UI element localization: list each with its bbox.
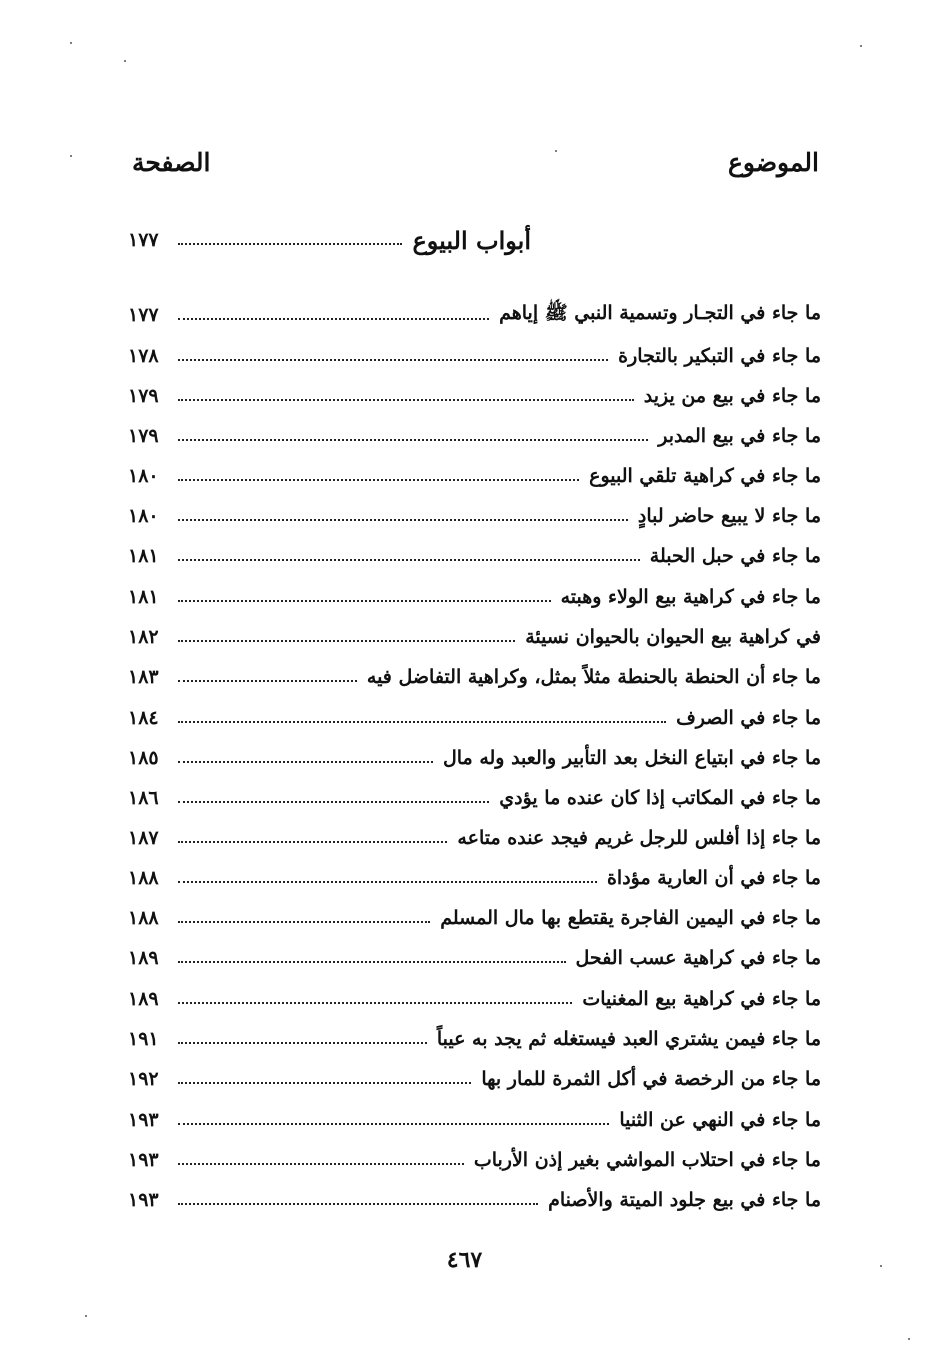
dot-leader xyxy=(178,721,666,723)
entry-page-number: ١٨٢ xyxy=(128,626,159,648)
entry-title: في كراهية بيع الحيوان بالحيوان نسيئة xyxy=(525,626,821,648)
entry-title: ما جاء في كراهية بيع المغنيات xyxy=(582,988,821,1010)
entry-title: ما جاء في كراهية عسب الفحل xyxy=(575,947,821,969)
dot-leader xyxy=(178,318,489,320)
scan-speck xyxy=(908,1338,910,1340)
toc-entry xyxy=(128,1061,821,1097)
page-footer-number: ٤٦٧ xyxy=(446,1247,483,1273)
entry-page-number: ١٧٩ xyxy=(128,385,159,407)
toc-entry xyxy=(128,820,821,856)
toc-entry xyxy=(128,418,821,454)
scan-speck xyxy=(85,1315,87,1317)
dot-leader xyxy=(178,600,551,602)
toc-entry xyxy=(128,740,821,776)
entry-page-number: ١٨٠ xyxy=(128,465,159,487)
dot-leader xyxy=(178,399,634,401)
entry-page-number: ١٧٩ xyxy=(128,425,159,447)
entry-page-number: ١٩١ xyxy=(128,1028,159,1050)
toc-entry xyxy=(128,498,821,534)
dot-leader xyxy=(178,1163,464,1165)
entry-title: ما جاء في المكاتب إذا كان عنده ما يؤدي xyxy=(499,787,821,809)
entry-page-number: ١٩٢ xyxy=(128,1068,159,1090)
toc-entry xyxy=(128,780,821,816)
entry-page-number: ١٩٣ xyxy=(128,1109,159,1131)
dot-leader xyxy=(178,479,579,481)
section-page-number: ١٧٧ xyxy=(128,229,159,251)
dot-leader xyxy=(178,1203,538,1205)
entry-title: ما جاء في الصرف xyxy=(676,707,821,729)
entry-page-number: ١٩٣ xyxy=(128,1189,159,1211)
dot-leader xyxy=(178,1002,572,1004)
scan-speck xyxy=(555,150,557,152)
dot-leader xyxy=(178,519,628,521)
section-title: أبواب البيوع xyxy=(412,225,531,255)
entry-title: ما جاء في ابتياع النخل بعد التأبير والعبد وله مال xyxy=(442,747,821,769)
entry-title: ما جاء في بيع جلود الميتة والأصنام xyxy=(548,1189,821,1211)
entry-page-number: ١٨٦ xyxy=(128,787,159,809)
toc-entry xyxy=(128,940,821,976)
toc-entry xyxy=(128,1102,821,1138)
scan-speck xyxy=(860,45,862,47)
toc-entry xyxy=(128,700,821,736)
entry-title: ما جاء فيمن يشتري العبد فيستغله ثم يجد به عيباً xyxy=(436,1028,821,1050)
entry-title: ما جاء في كراهية بيع الولاء وهبته xyxy=(560,586,821,608)
section-heading-row xyxy=(128,222,821,258)
entry-title: ما جاء في التبكير بالتجارة xyxy=(618,345,821,367)
entry-title: ما جاء من الرخصة في أكل الثمرة للمار بها xyxy=(481,1068,821,1090)
toc-entry xyxy=(128,619,821,655)
dot-leader xyxy=(178,640,515,642)
entry-title: ما جاء في أن العارية مؤداة xyxy=(606,867,821,889)
entry-title: ما جاء في بيع من يزيد xyxy=(643,385,821,407)
entry-page-number: ١٩٣ xyxy=(128,1149,159,1171)
scan-speck xyxy=(70,155,72,157)
dot-leader xyxy=(178,761,433,763)
entry-page-number: ١٨٨ xyxy=(128,907,159,929)
toc-entry xyxy=(128,1021,821,1057)
dot-leader xyxy=(178,359,608,361)
toc-entry xyxy=(128,579,821,615)
entry-title: ما جاء في النهي عن الثنيا xyxy=(619,1109,821,1131)
toc-entry xyxy=(128,378,821,414)
entry-page-number: ١٧٨ xyxy=(128,345,159,367)
dot-leader xyxy=(178,243,402,245)
toc-entry xyxy=(128,538,821,574)
entry-page-number: ١٨١ xyxy=(128,586,159,608)
entry-page-number: ١٨٨ xyxy=(128,867,159,889)
toc-entry xyxy=(128,297,821,333)
topic-column-header: الموضوع xyxy=(728,148,819,177)
entry-title: ما جاء في حبل الحبلة xyxy=(649,545,821,567)
entry-page-number: ١٨٤ xyxy=(128,707,159,729)
dot-leader xyxy=(178,841,447,843)
toc-entry xyxy=(128,659,821,695)
entry-page-number: ١٨١ xyxy=(128,545,159,567)
entry-title: ما جاء في بيع المدبر xyxy=(658,425,821,447)
entry-title: ما جاء أن الحنطة بالحنطة مثلاً بمثل، وكراهية التفاضل فيه xyxy=(366,666,821,688)
dot-leader xyxy=(178,1082,471,1084)
toc-entry xyxy=(128,1142,821,1178)
dot-leader xyxy=(178,1042,427,1044)
entry-page-number: ١٨٠ xyxy=(128,505,159,527)
dot-leader xyxy=(178,801,489,803)
dot-leader xyxy=(178,961,566,963)
scan-speck xyxy=(124,60,126,62)
scan-speck xyxy=(70,42,72,44)
entry-page-number: ١٨٥ xyxy=(128,747,159,769)
entry-title: ما جاء في التجـار وتسمية النبي ﷺ إياهم xyxy=(499,302,821,324)
dot-leader xyxy=(178,559,640,561)
entry-page-number: ١٨٧ xyxy=(128,827,159,849)
toc-entry xyxy=(128,1182,821,1218)
dot-leader xyxy=(178,1123,609,1125)
entry-title: ما جاء لا يبيع حاضر لبادٍ xyxy=(637,505,821,527)
scan-speck xyxy=(880,1265,882,1267)
entry-page-number: ١٧٧ xyxy=(128,304,159,326)
dot-leader xyxy=(178,680,357,682)
dot-leader xyxy=(178,881,597,883)
toc-entry xyxy=(128,860,821,896)
entry-page-number: ١٨٩ xyxy=(128,988,159,1010)
entry-title: ما جاء في كراهية تلقي البيوع xyxy=(589,465,821,487)
page-column-header: الصفحة xyxy=(132,148,211,177)
entry-page-number: ١٨٩ xyxy=(128,947,159,969)
entry-title: ما جاء في احتلاب المواشي بغير إذن الأرباب xyxy=(473,1149,821,1171)
dot-leader xyxy=(178,921,430,923)
toc-entry xyxy=(128,981,821,1017)
toc-entry xyxy=(128,900,821,936)
entry-page-number: ١٨٣ xyxy=(128,666,159,688)
dot-leader xyxy=(178,439,648,441)
entry-title: ما جاء في اليمين الفاجرة يقتطع بها مال المسلم xyxy=(440,907,821,929)
entry-title: ما جاء إذا أفلس للرجل غريم فيجد عنده متاعه xyxy=(457,827,821,849)
toc-entry xyxy=(128,458,821,494)
toc-entry xyxy=(128,338,821,374)
